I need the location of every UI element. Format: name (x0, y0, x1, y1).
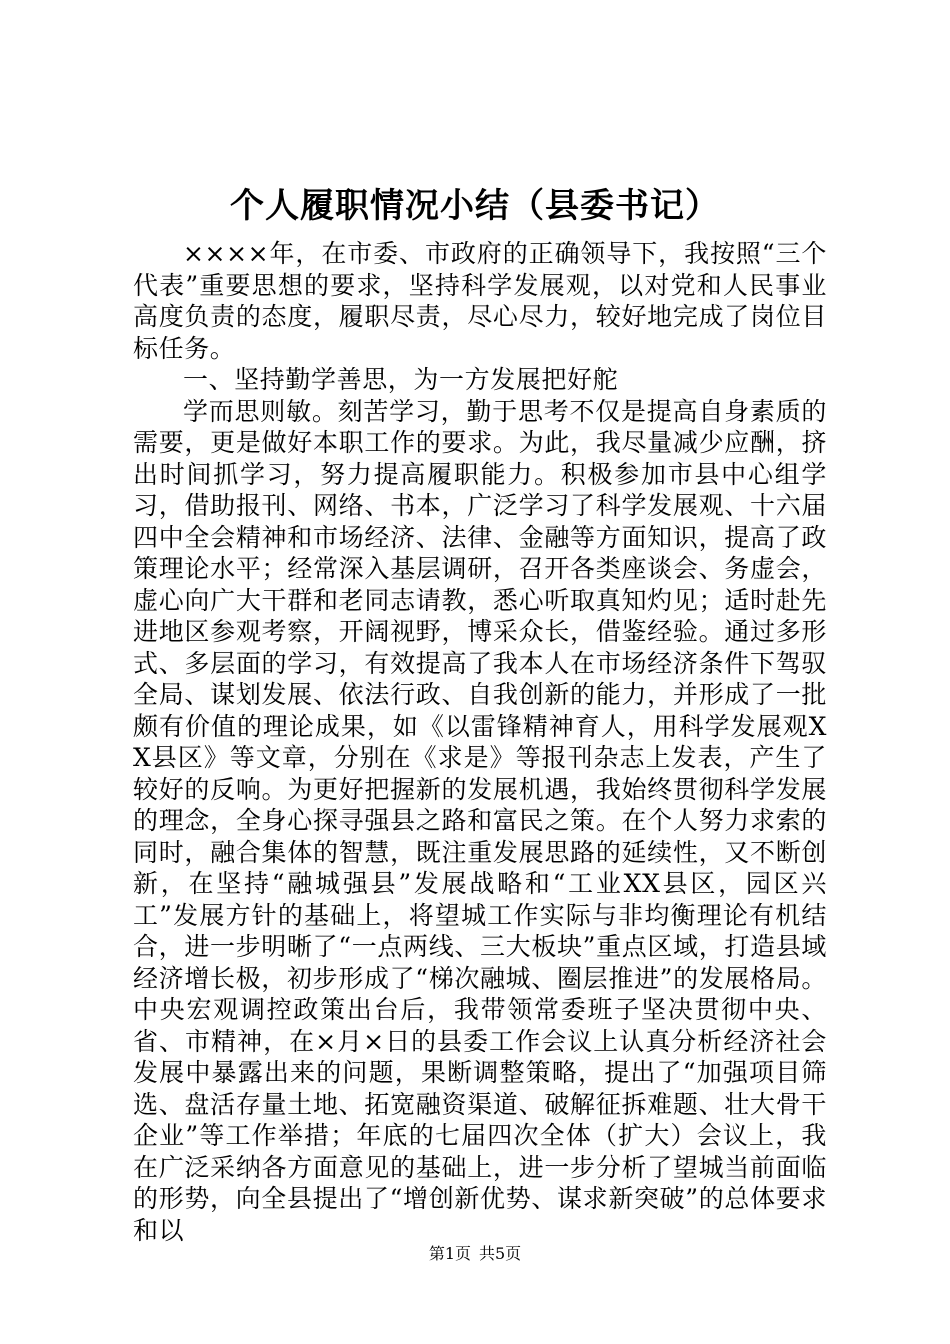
page-total: 共5页 (479, 1244, 522, 1263)
document-body (133, 238, 827, 1245)
document-title: 个人履职情况小结（县委书记） (230, 186, 720, 226)
body-paragraph: 学而思则敏。刻苦学习，勤于思考不仅是提高自身素质的需要，更是做好本职工作的要求。为此，我尽量减少应酬，挤出时间抓学习，努力提高履职能力。积极参加市县中心组学习，借助报刊、网络、书本，广泛学习了科学发展观、十六届四中全会精神和市场经济、法律、金融等方面知识，提高了政策理论水平；经常深入基层调研，召开各类座谈会、务虚会，虚心向广大干群和老同志请教，悉心听取真知灼见；适时赴先进地区参观考察，开阔视野，博采众长，借鉴经验。通过多形式、多层面的学习，有效提高了我本人在市场经济条件下驾驭全局、谋划发展、依法行政、自我创新的能力，并形成了一批颇有价值的理论成果，如《以雷锋精神育人，用科学发展观XX县区》等文章，分别在《求是》等报刊杂志上发表，产生了较好的反响。为更好把握新的发展机遇，我始终贯彻科学发展的理念，全身心探寻强县之路和富民之策。在个人努力求索的同时，融合集体的智慧，既注重发展思路的延续性，又不断创新，在坚持“融城强县”发展战略和“工业XX县区，园区兴工”发展方针的基础上，将望城工作实际与非均衡理论有机结合，进一步明晰了“一点两线、三大板块”重点区域，打造县域经济增长极，初步形成了“梯次融城、圈层推进”的发展格局。中央宏观调控政策出台后，我带领常委班子坚决贯彻中央、省、市精神，在×月×日的县委工作会议上认真分析经济社会发展中暴露出来的问题，果断调整策略，提出了“加强项目筛选、盘活存量土地、拓宽融资渠道、破解征拆难题、壮大骨干企业”等工作举措；年底的七届四次全体（扩大）会议上，我在广泛采纳各方面意见的基础上，进一步分析了望城当前面临的形势，向全县提出了“增创新优势、谋求新突破”的总体要求和以 (133, 396, 827, 1245)
intro-paragraph: ××××年，在市委、市政府的正确领导下，我按照“三个代表”重要思想的要求，坚持科学发展观，以对党和人民事业高度负责的态度，履职尽责，尽心尽力，较好地完成了岗位目标任务。 (133, 239, 827, 363)
section-heading: 一、坚持勤学善思，为一方发展把好舵 (183, 365, 619, 394)
page-number: 第1页 (428, 1244, 471, 1263)
page-footer (0, 1244, 950, 1264)
